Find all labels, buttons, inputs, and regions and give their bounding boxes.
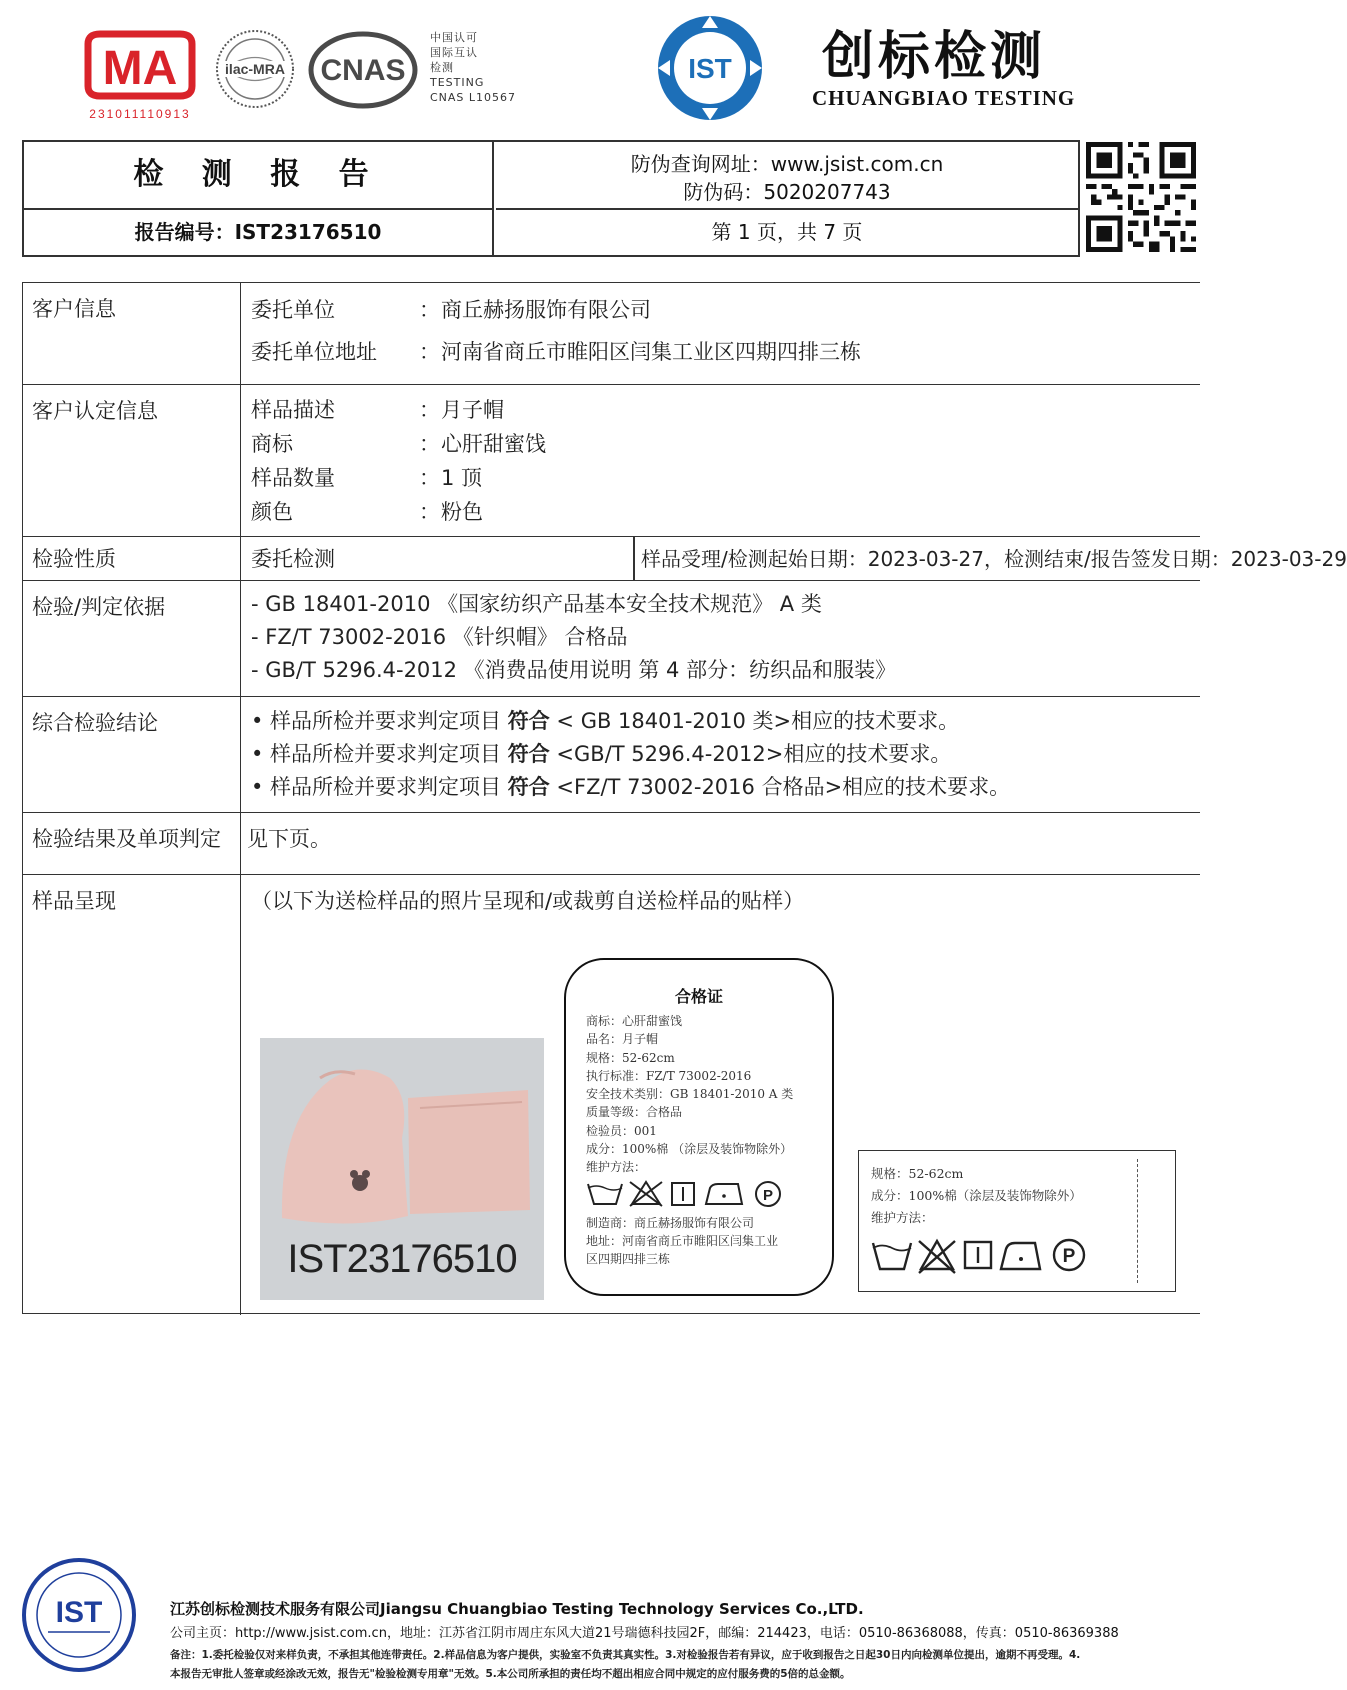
field-sample-desc bbox=[251, 393, 1200, 427]
svg-text:P: P bbox=[1062, 1246, 1076, 1267]
tag-line: 商标：心肝甜蜜饯 bbox=[586, 1014, 683, 1028]
footer-company: 江苏创标检测技术服务有限公司Jiangsu Chuangbiao Testing Technology Services Co.,LTD. bbox=[170, 1600, 864, 1618]
basis-item: - FZ/T 73002-2016 《针织帽》 合格品 bbox=[251, 625, 628, 649]
row-results bbox=[23, 813, 1200, 875]
divider bbox=[633, 537, 635, 580]
cnas-line: 中国认可 bbox=[430, 31, 478, 44]
footer-note: 本报告无审批人签章或经涂改无效，报告无"检验检测专用章"无效。5.本公司所承担的责任均不超出相应合同中规定的应付服务费的5倍的总金额。 bbox=[170, 1668, 851, 1680]
colon: ： bbox=[419, 432, 440, 456]
conclusion-text: • 样品所检并要求判定项目 bbox=[251, 709, 508, 733]
conclusion-list bbox=[241, 697, 1200, 812]
cnas-line: 检测 bbox=[430, 61, 454, 74]
field-quantity bbox=[251, 461, 1200, 495]
divider bbox=[1137, 1159, 1138, 1283]
verdict: 符合 bbox=[507, 775, 550, 799]
verify-website: 防伪查询网址：www.jsist.com.cn bbox=[630, 152, 944, 176]
tag-line: 成分：100%棉 （涂层及装饰物除外） bbox=[586, 1142, 793, 1157]
brand-name-en: CHUANGBIAO TESTING bbox=[812, 86, 1076, 110]
footer bbox=[170, 1596, 1190, 1684]
field-key: 样品描述 bbox=[251, 398, 335, 422]
report-number bbox=[24, 210, 492, 255]
tag-title: 合格证 bbox=[674, 987, 723, 1006]
svg-text:MA: MA bbox=[102, 42, 178, 95]
tag-lines bbox=[586, 1012, 793, 1177]
conclusion-item bbox=[251, 771, 1200, 804]
conclusion-text: • 样品所检并要求判定项目 bbox=[251, 742, 508, 766]
field-value: 粉色 bbox=[441, 500, 483, 524]
cnas-line: CNAS L10567 bbox=[430, 91, 517, 104]
report-title-block bbox=[22, 140, 1080, 257]
label-results: 检验结果及单项判定 bbox=[23, 813, 241, 874]
label-sample-info: 客户认定信息 bbox=[23, 385, 241, 536]
label-presentation: 样品呈现 bbox=[23, 875, 241, 1315]
cma-code: 231011110913 bbox=[89, 107, 191, 121]
brand-name-cn: 创标检测 bbox=[822, 26, 1047, 87]
tag-line: 制造商：商丘赫扬服饰有限公司 bbox=[586, 1216, 755, 1230]
colon: ： bbox=[419, 500, 440, 524]
ist-seal-icon bbox=[20, 1556, 138, 1674]
ist-logo-icon bbox=[650, 8, 770, 128]
seal-text: IST bbox=[55, 1596, 103, 1629]
ilac-mra-logo-icon bbox=[212, 26, 298, 112]
sample-photo bbox=[260, 1038, 544, 1300]
conclusion-text: <GB/T 5296.4-2012>相应的技术要求。 bbox=[549, 742, 952, 766]
title-right-cell bbox=[496, 142, 1078, 255]
report-title: 检 测 报 告 bbox=[133, 157, 383, 192]
row-conclusion bbox=[23, 697, 1200, 813]
conclusion-text: < GB 18401-2010 类>相应的技术要求。 bbox=[549, 709, 960, 733]
field-client-address bbox=[251, 335, 1200, 369]
client-fields bbox=[241, 283, 1200, 384]
basis-list bbox=[241, 581, 1200, 696]
footer-contact: 公司主页：http://www.jsist.com.cn，地址：江苏省江阴市周庄东风大道21号瑞德科技园2F，邮编：214423，电话：0510-86368088，传真：0510-86369388 bbox=[170, 1626, 1119, 1641]
field-key: 商标 bbox=[251, 432, 293, 456]
label-inspection-nature: 检验性质 bbox=[23, 537, 241, 580]
tag-line: 质量等级：合格品 bbox=[586, 1105, 683, 1120]
conclusion-item bbox=[251, 738, 1200, 771]
field-key: 委托单位地址 bbox=[251, 340, 377, 364]
field-value: 商丘赫扬服饰有限公司 bbox=[441, 298, 651, 322]
basis-item: - GB 18401-2010 《国家纺织产品基本安全技术规范》 A 类 bbox=[251, 592, 822, 616]
field-color bbox=[251, 495, 1200, 529]
field-key: 样品数量 bbox=[251, 466, 335, 490]
page-info: 第 1 页，共 7 页 bbox=[711, 220, 863, 244]
care-label-line: 维护方法： bbox=[871, 1210, 934, 1225]
label-basis: 检验/判定依据 bbox=[23, 581, 241, 696]
certificate-tag bbox=[564, 958, 834, 1296]
row-inspection-nature bbox=[23, 537, 1347, 581]
inspection-type: 委托检测 bbox=[251, 547, 335, 571]
label-client-info: 客户信息 bbox=[23, 283, 241, 384]
sample-fields bbox=[241, 385, 1200, 536]
conclusion-text: • 样品所检并要求判定项目 bbox=[251, 775, 508, 799]
tag-line: 区四期四排三栋 bbox=[586, 1252, 671, 1266]
row-basis bbox=[23, 581, 1200, 697]
care-label-line: 规格：52-62cm bbox=[871, 1166, 964, 1181]
cnas-line: TESTING bbox=[430, 76, 485, 89]
field-trademark bbox=[251, 427, 1200, 461]
verdict: 符合 bbox=[507, 742, 550, 766]
verify-code: 防伪码：5020207743 bbox=[683, 180, 891, 204]
report-number-label: 报告编号： bbox=[134, 220, 235, 244]
care-label-lines bbox=[871, 1163, 1082, 1229]
field-value: 月子帽 bbox=[441, 398, 504, 422]
field-value: 1 顶 bbox=[441, 466, 483, 490]
care-symbols-icon bbox=[871, 1235, 1091, 1275]
results-value: 见下页。 bbox=[247, 827, 331, 851]
colon: ： bbox=[419, 398, 440, 422]
verdict: 符合 bbox=[507, 709, 550, 733]
tag-line: 品名：月子帽 bbox=[586, 1032, 659, 1047]
colon: ： bbox=[419, 466, 440, 490]
care-label-line: 成分：100%棉（涂层及装饰物除外） bbox=[871, 1188, 1082, 1203]
field-value: 心肝甜蜜饯 bbox=[441, 432, 546, 456]
conclusion-item bbox=[251, 705, 1200, 738]
tag-line: 维护方法： bbox=[586, 1160, 647, 1175]
photo-sample-id: IST23176510 bbox=[287, 1237, 517, 1281]
qr-code-icon bbox=[1086, 142, 1196, 252]
care-symbols-icon bbox=[586, 1178, 806, 1208]
field-value: 河南省商丘市睢阳区闫集工业区四期四排三栋 bbox=[441, 340, 861, 364]
cnas-logo-icon bbox=[308, 30, 418, 110]
tag-line: 执行标准：FZ/T 73002-2016 bbox=[586, 1068, 752, 1083]
cnas-line: 国际互认 bbox=[430, 46, 478, 59]
basis-item: - GB/T 5296.4-2012 《消费品使用说明 第 4 部分：纺织品和服装》 bbox=[251, 658, 897, 682]
colon: ： bbox=[419, 298, 440, 322]
row-sample-info bbox=[23, 385, 1200, 537]
header-logos bbox=[60, 18, 1180, 128]
svg-text:IST: IST bbox=[688, 53, 732, 84]
colon: ： bbox=[419, 340, 440, 364]
care-label bbox=[858, 1150, 1176, 1292]
report-number-value: IST23176510 bbox=[234, 220, 382, 244]
label-conclusion: 综合检验结论 bbox=[23, 697, 241, 812]
row-client-info bbox=[23, 283, 1200, 385]
svg-text:ilac-MRA: ilac-MRA bbox=[225, 61, 285, 77]
tag-line: 地址：河南省商丘市睢阳区闫集工业 bbox=[586, 1234, 779, 1248]
svg-text:CNAS: CNAS bbox=[320, 54, 406, 87]
inspection-dates: 样品受理/检测起始日期：2023-03-27，检测结束/报告签发日期：2023-03-29 bbox=[641, 547, 1347, 571]
field-key: 颜色 bbox=[251, 500, 293, 524]
field-client-name bbox=[251, 293, 1200, 327]
title-left-cell bbox=[24, 142, 494, 255]
svg-text:P: P bbox=[762, 1187, 774, 1204]
tag-line: 检验员：001 bbox=[586, 1123, 657, 1138]
cnas-accreditation-text bbox=[430, 30, 520, 105]
tag-line: 规格：52-62cm bbox=[586, 1050, 675, 1065]
conclusion-text: <FZ/T 73002-2016 合格品>相应的技术要求。 bbox=[549, 775, 1011, 799]
presentation-note: （以下为送检样品的照片呈现和/或裁剪自送检样品的贴样） bbox=[251, 889, 805, 913]
inspection-nature-values bbox=[241, 537, 1347, 580]
footer-note: 备注：1.委托检验仅对来样负责，不承担其他连带责任。2.样品信息为客户提供，实验室不负责其真实性。3.对检验报告若有异议，应于收到报告之日起30日内向检测单位提出，逾期不再受理。4. bbox=[170, 1649, 1081, 1661]
tag-line: 安全技术类别：GB 18401-2010 A 类 bbox=[586, 1087, 794, 1102]
tag-maker-lines bbox=[586, 1214, 778, 1268]
cma-logo-icon bbox=[70, 24, 210, 124]
field-key: 委托单位 bbox=[251, 298, 335, 322]
